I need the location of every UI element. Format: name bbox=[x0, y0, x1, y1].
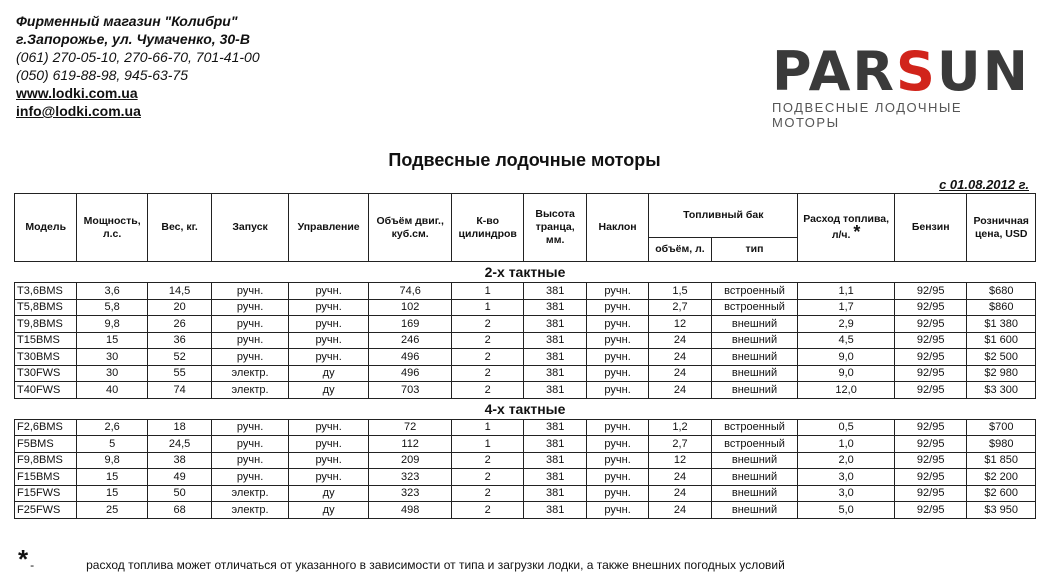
cell-tilt: ручн. bbox=[586, 332, 648, 349]
cell-power: 25 bbox=[77, 502, 147, 519]
cell-fuel: 3,0 bbox=[798, 485, 895, 502]
col-fuel bbox=[798, 194, 895, 262]
cell-price: $2 980 bbox=[967, 365, 1036, 382]
cell-gas: 92/95 bbox=[894, 332, 966, 349]
cell-tank-type: встроенный bbox=[711, 299, 798, 316]
cell-control: ду bbox=[288, 382, 369, 399]
cell-cylinders: 2 bbox=[451, 502, 523, 519]
cell-tilt: ручн. bbox=[586, 452, 648, 469]
cell-cylinders: 1 bbox=[451, 436, 523, 453]
cell-model: T3,6BMS bbox=[15, 283, 77, 300]
cell-gas: 92/95 bbox=[894, 419, 966, 436]
cell-price: $1 600 bbox=[967, 332, 1036, 349]
cell-start: электр. bbox=[212, 382, 289, 399]
cell-volume: 323 bbox=[369, 469, 452, 486]
cell-tank-volume: 1,2 bbox=[649, 419, 711, 436]
logo-wordmark bbox=[772, 42, 1034, 102]
cell-tilt: ручн. bbox=[586, 485, 648, 502]
col-control: Управление bbox=[288, 194, 369, 262]
cell-model: F15FWS bbox=[15, 485, 77, 502]
parsun-logo bbox=[772, 40, 1034, 130]
cell-transom: 381 bbox=[524, 436, 586, 453]
cell-cylinders: 2 bbox=[451, 365, 523, 382]
cell-weight: 49 bbox=[147, 469, 211, 486]
cell-power: 30 bbox=[77, 365, 147, 382]
cell-cylinders: 2 bbox=[451, 485, 523, 502]
cell-tank-volume: 12 bbox=[649, 316, 711, 333]
cell-control: ручн. bbox=[288, 469, 369, 486]
cell-tank-volume: 2,7 bbox=[649, 436, 711, 453]
cell-gas: 92/95 bbox=[894, 365, 966, 382]
cell-gas: 92/95 bbox=[894, 299, 966, 316]
cell-fuel: 1,0 bbox=[798, 436, 895, 453]
store-header bbox=[16, 12, 260, 120]
cell-volume: 703 bbox=[369, 382, 452, 399]
cell-tank-type: внешний bbox=[711, 365, 798, 382]
footnote-asterisk: * bbox=[18, 544, 29, 574]
cell-start: ручн. bbox=[212, 469, 289, 486]
cell-tilt: ручн. bbox=[586, 382, 648, 399]
cell-power: 15 bbox=[77, 469, 147, 486]
cell-start: ручн. bbox=[212, 283, 289, 300]
cell-start: ручн. bbox=[212, 316, 289, 333]
section-row bbox=[15, 398, 1036, 419]
cell-gas: 92/95 bbox=[894, 436, 966, 453]
cell-weight: 55 bbox=[147, 365, 211, 382]
cell-weight: 68 bbox=[147, 502, 211, 519]
cell-model: F9,8BMS bbox=[15, 452, 77, 469]
cell-start: ручн. bbox=[212, 452, 289, 469]
col-tank-type: тип bbox=[711, 238, 798, 262]
cell-model: T15BMS bbox=[15, 332, 77, 349]
col-weight: Вес, кг. bbox=[147, 194, 211, 262]
table-row bbox=[15, 382, 1036, 399]
cell-model: T30BMS bbox=[15, 349, 77, 366]
cell-fuel: 9,0 bbox=[798, 349, 895, 366]
cell-tilt: ручн. bbox=[586, 316, 648, 333]
table-row bbox=[15, 283, 1036, 300]
col-tank-volume: объём, л. bbox=[649, 238, 711, 262]
col-fuel-label: Расход топлива, л/ч. bbox=[803, 213, 890, 241]
cell-control: ручн. bbox=[288, 283, 369, 300]
section-title: 4-х тактные bbox=[15, 398, 1036, 419]
table-row bbox=[15, 316, 1036, 333]
cell-power: 9,8 bbox=[77, 452, 147, 469]
store-phone-2: (050) 619-88-98, 945-63-75 bbox=[16, 67, 189, 83]
cell-price: $1 380 bbox=[967, 316, 1036, 333]
cell-fuel: 9,0 bbox=[798, 365, 895, 382]
table-row bbox=[15, 365, 1036, 382]
cell-power: 3,6 bbox=[77, 283, 147, 300]
cell-transom: 381 bbox=[524, 283, 586, 300]
footnote-text: расход топлива может отличаться от указанного в зависимости от типа и загрузки лодки, а также внешних погодных условий bbox=[86, 557, 785, 572]
cell-fuel: 1,7 bbox=[798, 299, 895, 316]
cell-tank-type: внешний bbox=[711, 452, 798, 469]
cell-tilt: ручн. bbox=[586, 502, 648, 519]
cell-transom: 381 bbox=[524, 365, 586, 382]
cell-model: F25FWS bbox=[15, 502, 77, 519]
cell-tank-volume: 24 bbox=[649, 382, 711, 399]
col-gas: Бензин bbox=[894, 194, 966, 262]
cell-model: F2,6BMS bbox=[15, 419, 77, 436]
store-phone-1: (061) 270-05-10, 270-66-70, 701-41-00 bbox=[16, 49, 260, 65]
logo-word-right: UN bbox=[936, 40, 1030, 103]
cell-transom: 381 bbox=[524, 349, 586, 366]
cell-cylinders: 1 bbox=[451, 299, 523, 316]
cell-tank-volume: 24 bbox=[649, 349, 711, 366]
cell-power: 40 bbox=[77, 382, 147, 399]
cell-tank-volume: 24 bbox=[649, 502, 711, 519]
cell-volume: 498 bbox=[369, 502, 452, 519]
cell-power: 5,8 bbox=[77, 299, 147, 316]
cell-tank-volume: 24 bbox=[649, 485, 711, 502]
cell-tank-volume: 12 bbox=[649, 452, 711, 469]
cell-weight: 74 bbox=[147, 382, 211, 399]
cell-weight: 14,5 bbox=[147, 283, 211, 300]
fuel-asterisk: * bbox=[853, 222, 861, 242]
page-title: Подвесные лодочные моторы bbox=[388, 150, 661, 170]
cell-control: ручн. bbox=[288, 299, 369, 316]
cell-gas: 92/95 bbox=[894, 452, 966, 469]
cell-model: T9,8BMS bbox=[15, 316, 77, 333]
cell-volume: 496 bbox=[369, 365, 452, 382]
cell-tilt: ручн. bbox=[586, 436, 648, 453]
cell-control: ручн. bbox=[288, 419, 369, 436]
cell-cylinders: 2 bbox=[451, 316, 523, 333]
cell-fuel: 12,0 bbox=[798, 382, 895, 399]
cell-volume: 112 bbox=[369, 436, 452, 453]
cell-gas: 92/95 bbox=[894, 469, 966, 486]
cell-transom: 381 bbox=[524, 419, 586, 436]
cell-gas: 92/95 bbox=[894, 502, 966, 519]
cell-fuel: 1,1 bbox=[798, 283, 895, 300]
cell-tank-volume: 24 bbox=[649, 365, 711, 382]
cell-control: ручн. bbox=[288, 349, 369, 366]
cell-control: ручн. bbox=[288, 436, 369, 453]
cell-transom: 381 bbox=[524, 382, 586, 399]
logo-word-left: PAR bbox=[772, 40, 896, 103]
cell-tank-type: внешний bbox=[711, 349, 798, 366]
cell-start: ручн. bbox=[212, 436, 289, 453]
cell-tank-volume: 1,5 bbox=[649, 283, 711, 300]
cell-transom: 381 bbox=[524, 485, 586, 502]
cell-tank-type: внешний bbox=[711, 502, 798, 519]
cell-tank-type: встроенный bbox=[711, 419, 798, 436]
cell-start: ручн. bbox=[212, 419, 289, 436]
col-price: Розничная цена, USD bbox=[967, 194, 1036, 262]
cell-start: ручн. bbox=[212, 299, 289, 316]
cell-control: ручн. bbox=[288, 452, 369, 469]
table-row bbox=[15, 332, 1036, 349]
col-model: Модель bbox=[15, 194, 77, 262]
table-row bbox=[15, 419, 1036, 436]
table-row bbox=[15, 349, 1036, 366]
cell-control: ручн. bbox=[288, 316, 369, 333]
cell-transom: 381 bbox=[524, 299, 586, 316]
table-row bbox=[15, 502, 1036, 519]
cell-transom: 381 bbox=[524, 469, 586, 486]
cell-power: 30 bbox=[77, 349, 147, 366]
cell-start: электр. bbox=[212, 502, 289, 519]
cell-fuel: 5,0 bbox=[798, 502, 895, 519]
cell-gas: 92/95 bbox=[894, 485, 966, 502]
cell-start: электр. bbox=[212, 365, 289, 382]
table-row bbox=[15, 299, 1036, 316]
col-cylinders: К-во цилиндров bbox=[451, 194, 523, 262]
cell-weight: 52 bbox=[147, 349, 211, 366]
cell-price: $860 bbox=[967, 299, 1036, 316]
cell-price: $2 600 bbox=[967, 485, 1036, 502]
cell-fuel: 0,5 bbox=[798, 419, 895, 436]
cell-price: $3 300 bbox=[967, 382, 1036, 399]
cell-gas: 92/95 bbox=[894, 316, 966, 333]
cell-fuel: 3,0 bbox=[798, 469, 895, 486]
email-link[interactable]: info@lodki.com.ua bbox=[16, 103, 141, 119]
price-table bbox=[14, 193, 1036, 519]
table-row bbox=[15, 436, 1036, 453]
cell-volume: 74,6 bbox=[369, 283, 452, 300]
cell-weight: 36 bbox=[147, 332, 211, 349]
cell-weight: 50 bbox=[147, 485, 211, 502]
cell-cylinders: 2 bbox=[451, 332, 523, 349]
cell-tilt: ручн. bbox=[586, 283, 648, 300]
cell-power: 15 bbox=[77, 485, 147, 502]
section-row bbox=[15, 262, 1036, 283]
cell-power: 9,8 bbox=[77, 316, 147, 333]
col-start: Запуск bbox=[212, 194, 289, 262]
store-name: Фирменный магазин "Колибри" bbox=[16, 13, 238, 29]
cell-control: ду bbox=[288, 485, 369, 502]
cell-start: ручн. bbox=[212, 332, 289, 349]
cell-tank-type: внешний bbox=[711, 382, 798, 399]
cell-model: F5BMS bbox=[15, 436, 77, 453]
cell-control: ручн. bbox=[288, 332, 369, 349]
cell-tank-type: внешний bbox=[711, 316, 798, 333]
cell-cylinders: 2 bbox=[451, 382, 523, 399]
cell-weight: 26 bbox=[147, 316, 211, 333]
cell-volume: 246 bbox=[369, 332, 452, 349]
cell-fuel: 2,0 bbox=[798, 452, 895, 469]
logo-tagline: ПОДВЕСНЫЕ ЛОДОЧНЫЕ МОТОРЫ bbox=[772, 100, 963, 130]
col-power: Мощность, л.с. bbox=[77, 194, 147, 262]
cell-gas: 92/95 bbox=[894, 382, 966, 399]
col-volume: Объём двиг., куб.см. bbox=[369, 194, 452, 262]
cell-tank-type: встроенный bbox=[711, 283, 798, 300]
cell-cylinders: 2 bbox=[451, 349, 523, 366]
table-row bbox=[15, 452, 1036, 469]
cell-fuel: 4,5 bbox=[798, 332, 895, 349]
cell-transom: 381 bbox=[524, 502, 586, 519]
cell-fuel: 2,9 bbox=[798, 316, 895, 333]
cell-model: T40FWS bbox=[15, 382, 77, 399]
cell-model: F15BMS bbox=[15, 469, 77, 486]
section-title: 2-х тактные bbox=[15, 262, 1036, 283]
cell-model: T30FWS bbox=[15, 365, 77, 382]
cell-power: 5 bbox=[77, 436, 147, 453]
cell-price: $2 200 bbox=[967, 469, 1036, 486]
website-link[interactable]: www.lodki.com.ua bbox=[16, 85, 138, 101]
cell-power: 15 bbox=[77, 332, 147, 349]
cell-tank-type: внешний bbox=[711, 485, 798, 502]
cell-tilt: ручн. bbox=[586, 299, 648, 316]
table-row bbox=[15, 485, 1036, 502]
col-tank: Топливный бак bbox=[649, 194, 798, 238]
cell-control: ду bbox=[288, 365, 369, 382]
cell-gas: 92/95 bbox=[894, 283, 966, 300]
col-tilt: Наклон bbox=[586, 194, 648, 262]
cell-volume: 209 bbox=[369, 452, 452, 469]
cell-volume: 169 bbox=[369, 316, 452, 333]
cell-price: $2 500 bbox=[967, 349, 1036, 366]
cell-tank-type: внешний bbox=[711, 469, 798, 486]
cell-cylinders: 2 bbox=[451, 452, 523, 469]
cell-cylinders: 1 bbox=[451, 419, 523, 436]
cell-control: ду bbox=[288, 502, 369, 519]
cell-volume: 102 bbox=[369, 299, 452, 316]
cell-weight: 20 bbox=[147, 299, 211, 316]
col-transom: Высота транца, мм. bbox=[524, 194, 586, 262]
cell-gas: 92/95 bbox=[894, 349, 966, 366]
cell-volume: 72 bbox=[369, 419, 452, 436]
cell-model: T5,8BMS bbox=[15, 299, 77, 316]
cell-weight: 24,5 bbox=[147, 436, 211, 453]
cell-tilt: ручн. bbox=[586, 349, 648, 366]
footnote-dash: - bbox=[30, 557, 35, 572]
store-address: г.Запорожье, ул. Чумаченко, 30-В bbox=[16, 31, 250, 47]
cell-tank-type: встроенный bbox=[711, 436, 798, 453]
price-date: с 01.08.2012 г. bbox=[939, 177, 1029, 192]
cell-price: $980 bbox=[967, 436, 1036, 453]
cell-start: ручн. bbox=[212, 349, 289, 366]
cell-volume: 496 bbox=[369, 349, 452, 366]
cell-tank-type: внешний bbox=[711, 332, 798, 349]
cell-cylinders: 2 bbox=[451, 469, 523, 486]
cell-start: электр. bbox=[212, 485, 289, 502]
cell-price: $1 850 bbox=[967, 452, 1036, 469]
cell-transom: 381 bbox=[524, 316, 586, 333]
cell-tilt: ручн. bbox=[586, 365, 648, 382]
cell-volume: 323 bbox=[369, 485, 452, 502]
cell-tilt: ручн. bbox=[586, 469, 648, 486]
cell-tilt: ручн. bbox=[586, 419, 648, 436]
logo-word-mid: S bbox=[896, 40, 937, 103]
cell-price: $700 bbox=[967, 419, 1036, 436]
cell-cylinders: 1 bbox=[451, 283, 523, 300]
cell-tank-volume: 2,7 bbox=[649, 299, 711, 316]
footnote bbox=[18, 544, 785, 581]
cell-tank-volume: 24 bbox=[649, 332, 711, 349]
table-row bbox=[15, 469, 1036, 486]
cell-tank-volume: 24 bbox=[649, 469, 711, 486]
cell-price: $680 bbox=[967, 283, 1036, 300]
cell-weight: 38 bbox=[147, 452, 211, 469]
cell-transom: 381 bbox=[524, 332, 586, 349]
cell-transom: 381 bbox=[524, 452, 586, 469]
cell-weight: 18 bbox=[147, 419, 211, 436]
cell-price: $3 950 bbox=[967, 502, 1036, 519]
cell-power: 2,6 bbox=[77, 419, 147, 436]
